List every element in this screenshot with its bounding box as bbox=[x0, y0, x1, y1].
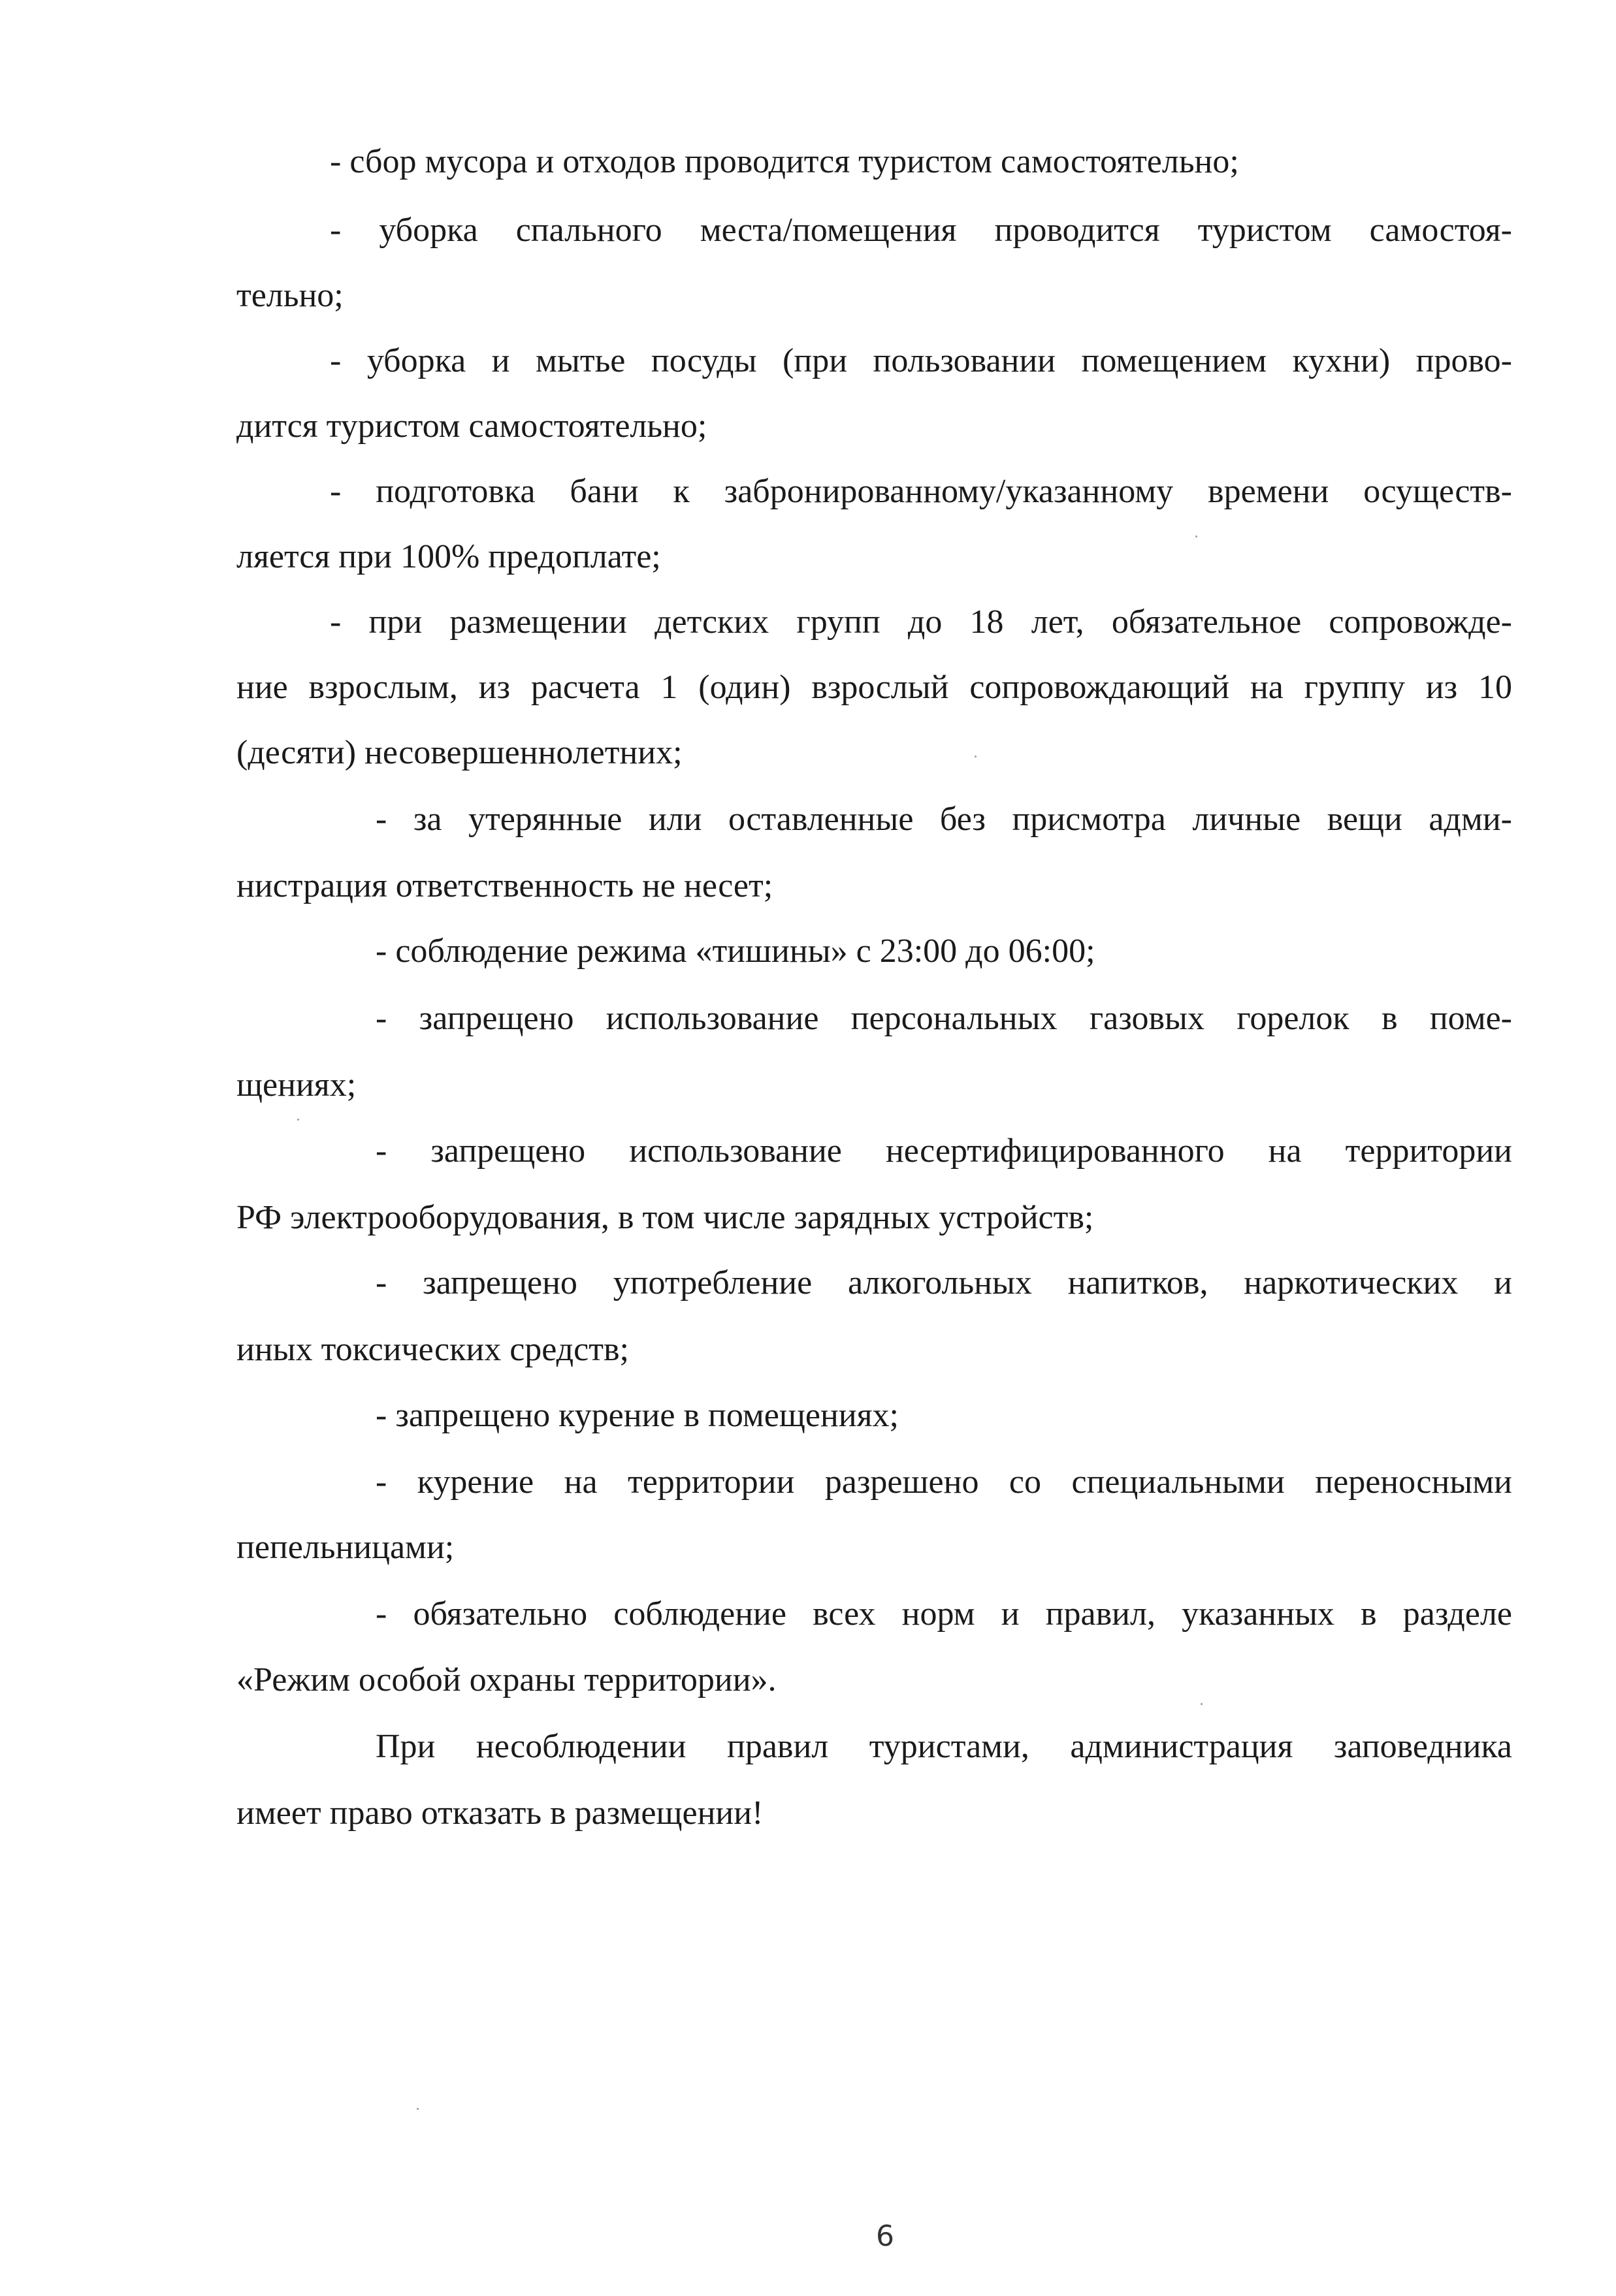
list-item-line: дится туристом самостоятельно; bbox=[236, 407, 707, 445]
list-item-line: (десяти) несовершеннолетних; bbox=[236, 734, 683, 771]
list-item-line: - запрещено употребление алкогольных напитков, наркотических и bbox=[376, 1264, 1512, 1301]
scan-speck bbox=[1195, 535, 1197, 537]
scan-speck bbox=[417, 2108, 419, 2110]
list-item-line: ние взрослым, из расчета 1 (один) взрослый сопровождающий на группу из 10 bbox=[236, 669, 1512, 706]
list-item-line: «Режим особой охраны территории». bbox=[236, 1661, 777, 1698]
scan-speck bbox=[1201, 1703, 1203, 1705]
list-item-line: - запрещено курение в помещениях; bbox=[376, 1397, 899, 1434]
list-item-line: - соблюдение режима «тишины» с 23:00 до 06:00; bbox=[376, 933, 1095, 970]
page-number: 6 bbox=[876, 2220, 894, 2253]
list-item-line: щениях; bbox=[236, 1066, 357, 1104]
list-item-line: РФ электрооборудования, в том числе зарядных устройств; bbox=[236, 1199, 1094, 1236]
list-item-line: - запрещено использование персональных газовых горелок в поме- bbox=[376, 1000, 1512, 1037]
list-item-line: ляется при 100% предоплате; bbox=[236, 538, 661, 575]
list-item-line: иных токсических средств; bbox=[236, 1331, 629, 1368]
list-item-line: - запрещено использование несертифицированного на территории bbox=[376, 1132, 1512, 1170]
list-item-line: - подготовка бани к забронированному/указанному времени осуществ- bbox=[330, 473, 1512, 510]
list-item-line: - за утерянные или оставленные без присмотра личные вещи адми- bbox=[376, 801, 1512, 838]
list-item-line: нистрация ответственность не несет; bbox=[236, 867, 773, 904]
list-item-line: тельно; bbox=[236, 277, 344, 314]
closing-paragraph-line: имеет право отказать в размещении! bbox=[236, 1794, 764, 1832]
list-item-line: - при размещении детских групп до 18 лет, обязательное сопровожде- bbox=[330, 603, 1512, 641]
list-item-line: - сбор мусора и отходов проводится туристом самостоятельно; bbox=[330, 143, 1239, 180]
list-item-line: - уборка спального места/помещения проводится туристом самостоя- bbox=[330, 212, 1512, 249]
list-item-line: пепельницами; bbox=[236, 1529, 455, 1566]
list-item-line: - уборка и мытье посуды (при пользовании помещением кухни) прово- bbox=[330, 342, 1512, 379]
scan-speck bbox=[297, 1119, 299, 1121]
closing-paragraph-line: При несоблюдении правил туристами, администрация заповедника bbox=[376, 1728, 1512, 1765]
scan-speck bbox=[975, 756, 977, 757]
list-item-line: - курение на территории разрешено со специальными переносными bbox=[376, 1463, 1512, 1501]
list-item-line: - обязательно соблюдение всех норм и правил, указанных в разделе bbox=[376, 1595, 1512, 1633]
